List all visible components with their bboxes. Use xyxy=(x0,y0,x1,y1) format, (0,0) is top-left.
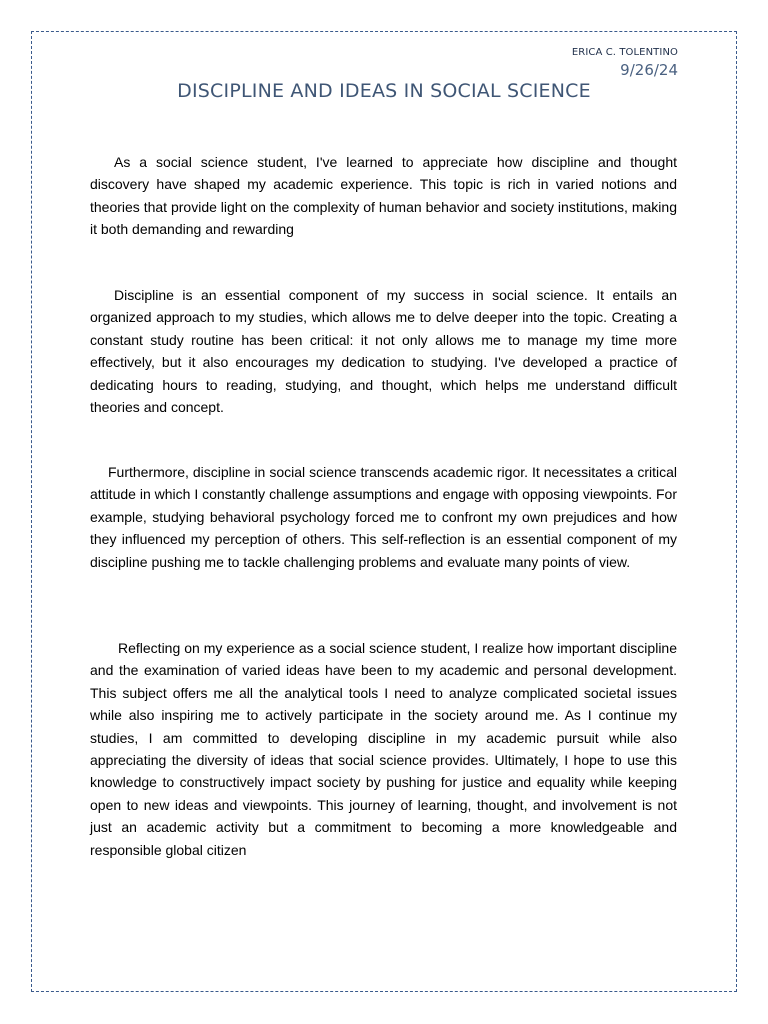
document-date: 9/26/24 xyxy=(620,61,678,79)
paragraph-discipline: Discipline is an essential component of my success in social science. It entails an organized approach to my studies, which allows me to delve deeper into the topic. Creating a constant study routine has been critical: it not only allows me to manage my time more effectively, but it also encourages my dedication to studying. I've developed a practice of dedicating hours to reading, studying, and thought, which helps me understand difficult theories and concept. xyxy=(90,287,677,416)
document-title: DISCIPLINE AND IDEAS IN SOCIAL SCIENCE xyxy=(177,80,591,102)
paragraph-intro: As a social science student, I've learned to appreciate how discipline and thought discovery have shaped my academic experience. This topic is rich in varied notions and theories that provide light on the complexity of human behavior and society institutions, making it both demanding and rewarding xyxy=(90,154,677,238)
paragraph-furthermore: Furthermore, discipline in social science transcends academic rigor. It necessitates a critical attitude in which I constantly challenge assumptions and engage with opposing viewpoints. For example, studying behavioral psychology forced me to confront my own prejudices and how they influenced my perception of others. This self-reflection is an essential component of my discipline pushing me to tackle challenging problems and evaluate many points of view. xyxy=(90,464,677,570)
author-name: ERICA C. TOLENTINO xyxy=(571,47,678,58)
paragraph-reflection: Reflecting on my experience as a social science student, I realize how important discipline and the examination of varied ideas have been to my academic and personal development. This subject offers me all the analytical tools I need to analyze complicated societal issues while also inspiring me to actively participate in the society around me. As I continue my studies, I am committed to developing discipline in my academic pursuit while also appreciating the diversity of ideas that social science provides. Ultimately, I hope to use this knowledge to constructively impact society by pushing for justice and equality while keeping open to new ideas and viewpoints. This journey of learning, thought, and involvement is not just an academic activity but a commitment to becoming a more knowledgeable and responsible global citizen xyxy=(90,640,677,858)
